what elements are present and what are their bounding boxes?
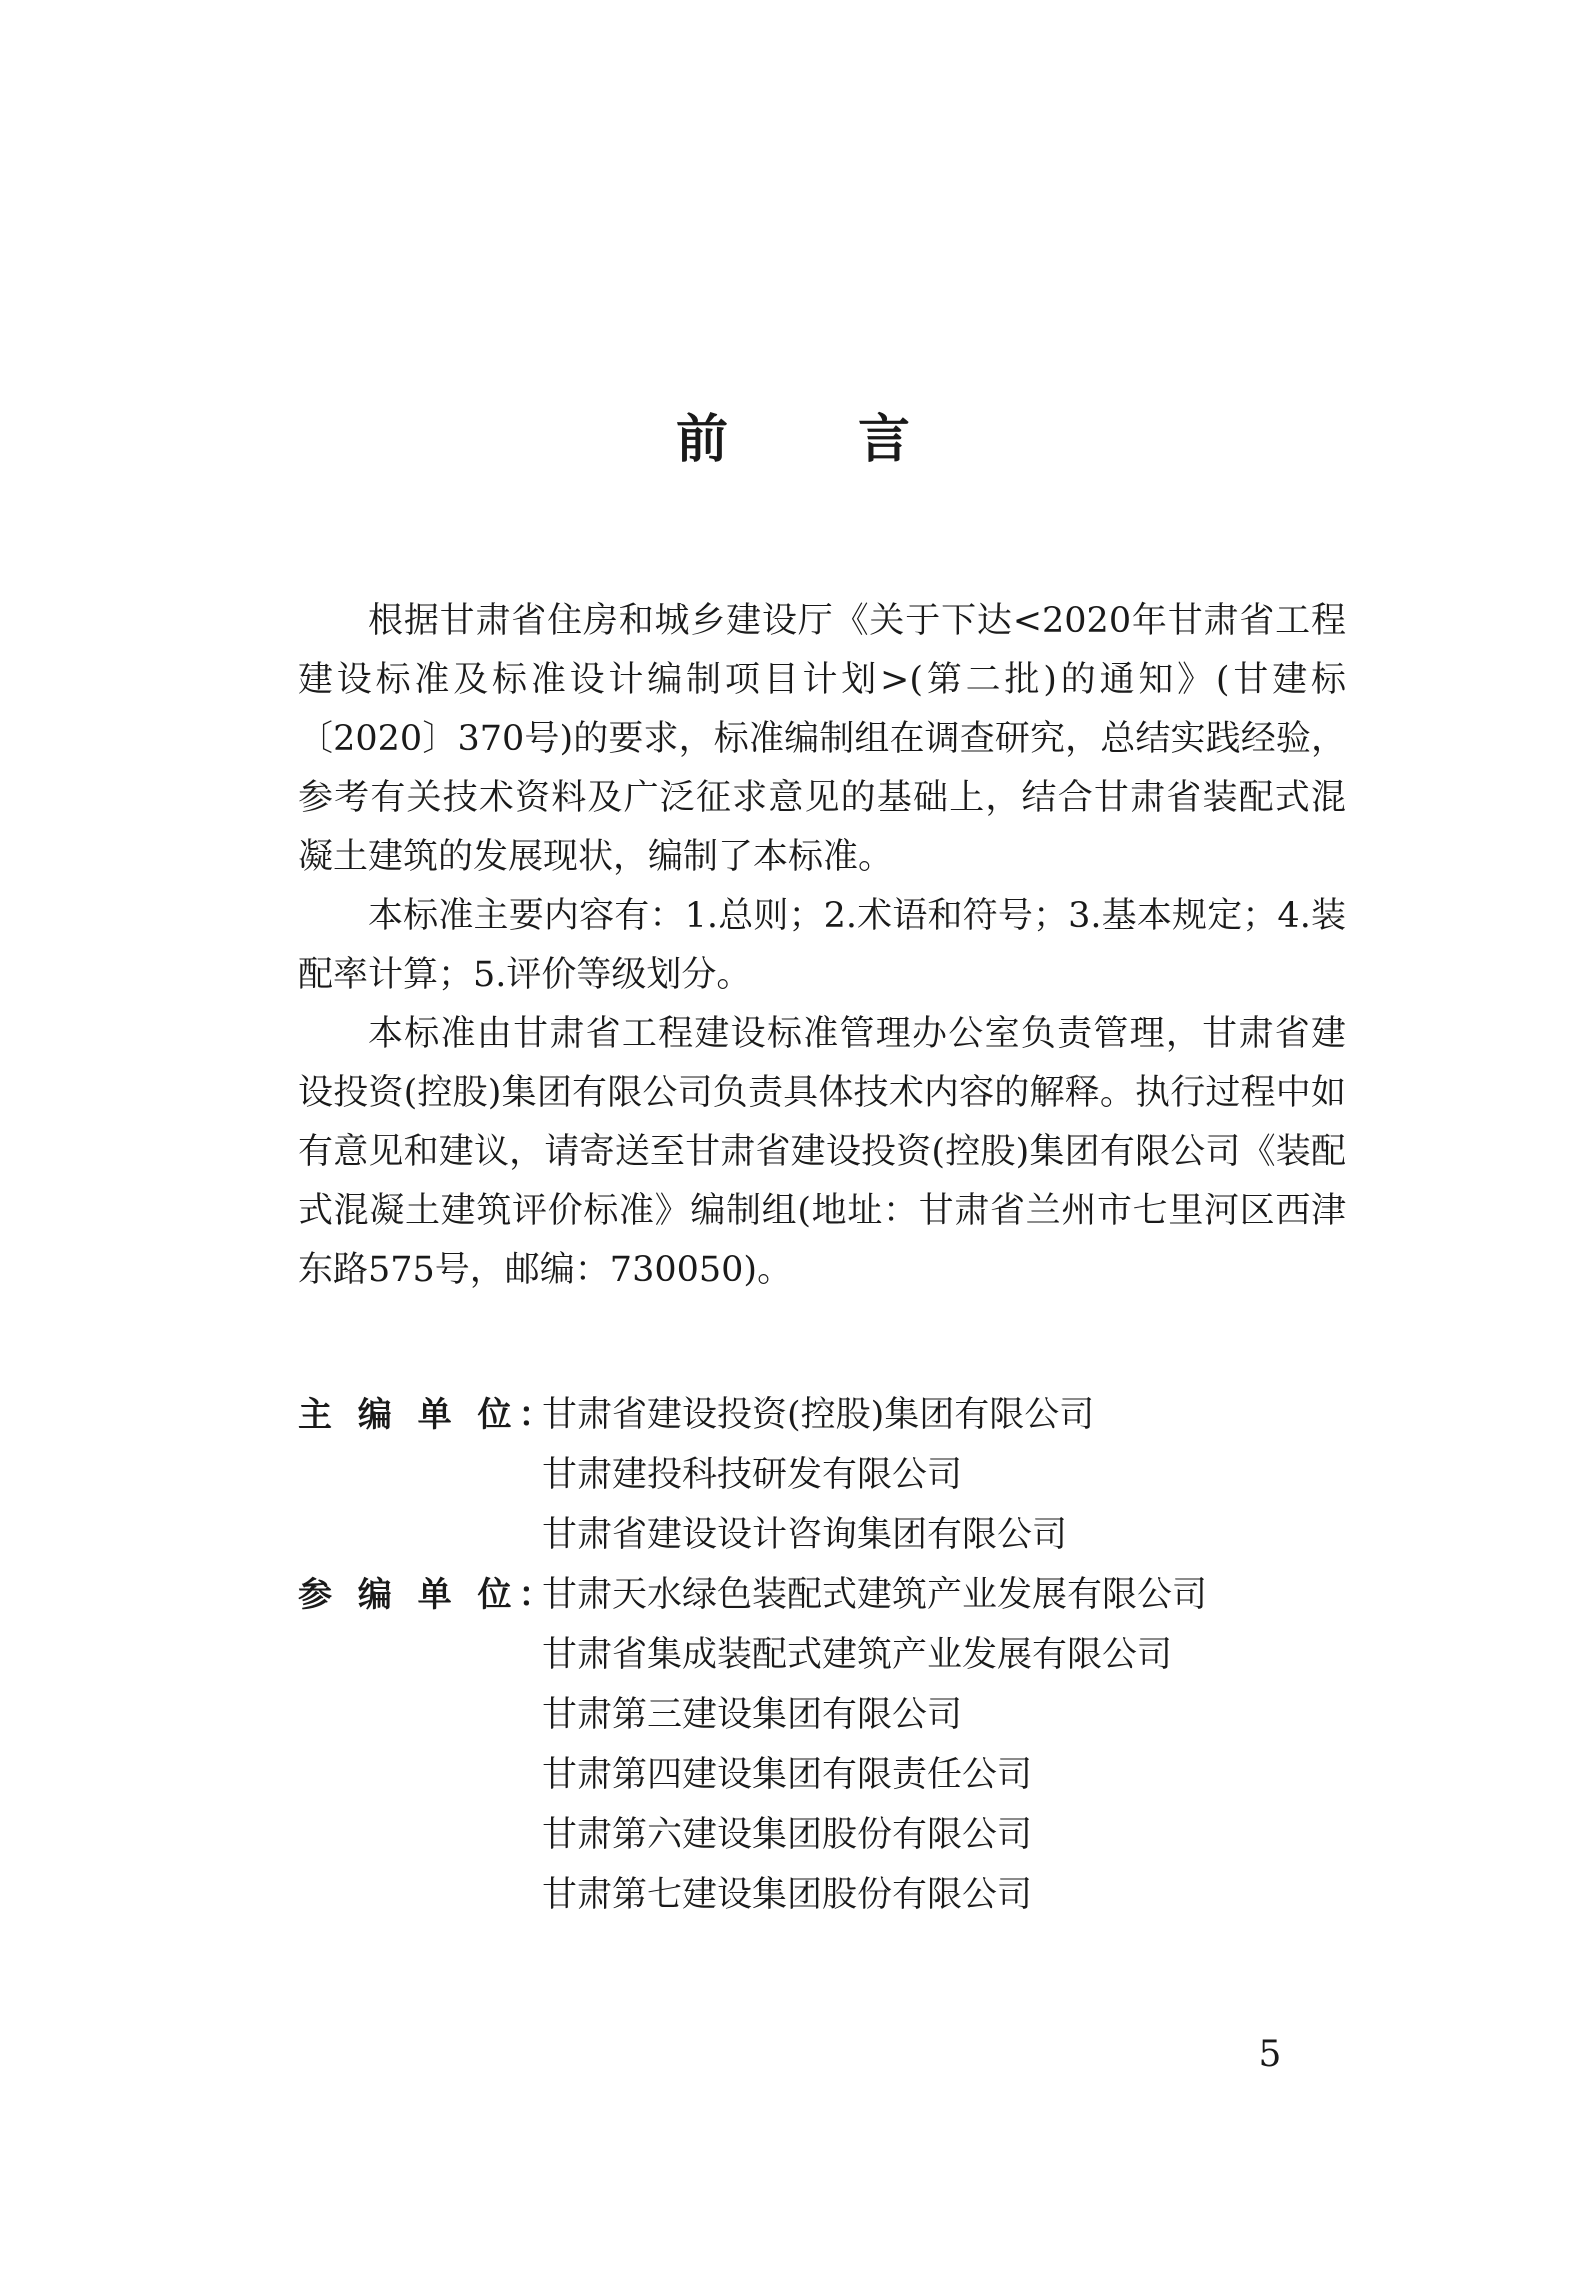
co-editor-list: [542, 1565, 1207, 1925]
preface-paragraph-basis: 根据甘肃省住房和城乡建设厅《关于下达<2020年甘肃省工程建设标准及标准设计编制项目计划>(第二批)的通知》(甘建标〔2020〕370号)的要求，标准编制组在调查研究，总结实践经验，参考有关技术资料及广泛征求意见的基础上，结合甘肃省装配式混凝土建筑的发展现状，编制了本标准。: [298, 601, 1346, 877]
co-editor-item: 甘肃第六建设集团股份有限公司: [542, 1815, 1033, 1855]
co-editor-item: 甘肃第七建设集团股份有限公司: [542, 1875, 1033, 1915]
chief-editor-item: 甘肃省建设设计咨询集团有限公司: [542, 1515, 1068, 1555]
chief-editor-list: [542, 1385, 1094, 1565]
co-editor-item: 甘肃第四建设集团有限责任公司: [542, 1755, 1033, 1795]
page-title: 前 言: [675, 410, 967, 470]
co-editor-item: 甘肃省集成装配式建筑产业发展有限公司: [542, 1635, 1173, 1675]
co-editor-item: 甘肃天水绿色装配式建筑产业发展有限公司: [542, 1575, 1208, 1615]
preface-paragraph-contents: 本标准主要内容有：1.总则；2.术语和符号；3.基本规定；4.装配率计算；5.评价等级划分。: [298, 896, 1346, 995]
chief-editor-item: 甘肃建投科技研发有限公司: [542, 1455, 963, 1495]
co-editor-item: 甘肃第三建设集团有限公司: [542, 1695, 963, 1735]
chief-editor-label: 主 编 单 位：: [298, 1395, 560, 1435]
co-editor-label: 参 编 单 位：: [298, 1575, 560, 1615]
chief-editor-item: 甘肃省建设投资(控股)集团有限公司: [542, 1395, 1095, 1435]
co-editor-units: [298, 1565, 1398, 1925]
page-number: 5: [1258, 2034, 1282, 2075]
editing-units: [298, 1385, 1398, 1925]
chief-editor-units: [298, 1385, 1398, 1565]
preface-body: [298, 592, 1346, 1300]
preface-paragraph-management: 本标准由甘肃省工程建设标准管理办公室负责管理，甘肃省建设投资(控股)集团有限公司负责具体技术内容的解释。执行过程中如有意见和建议，请寄送至甘肃省建设投资(控股)集团有限公司《装配式混凝土建筑评价标准》编制组(地址：甘肃省兰州市七里河区西津东路575号，邮编：730050)。: [298, 1014, 1346, 1290]
